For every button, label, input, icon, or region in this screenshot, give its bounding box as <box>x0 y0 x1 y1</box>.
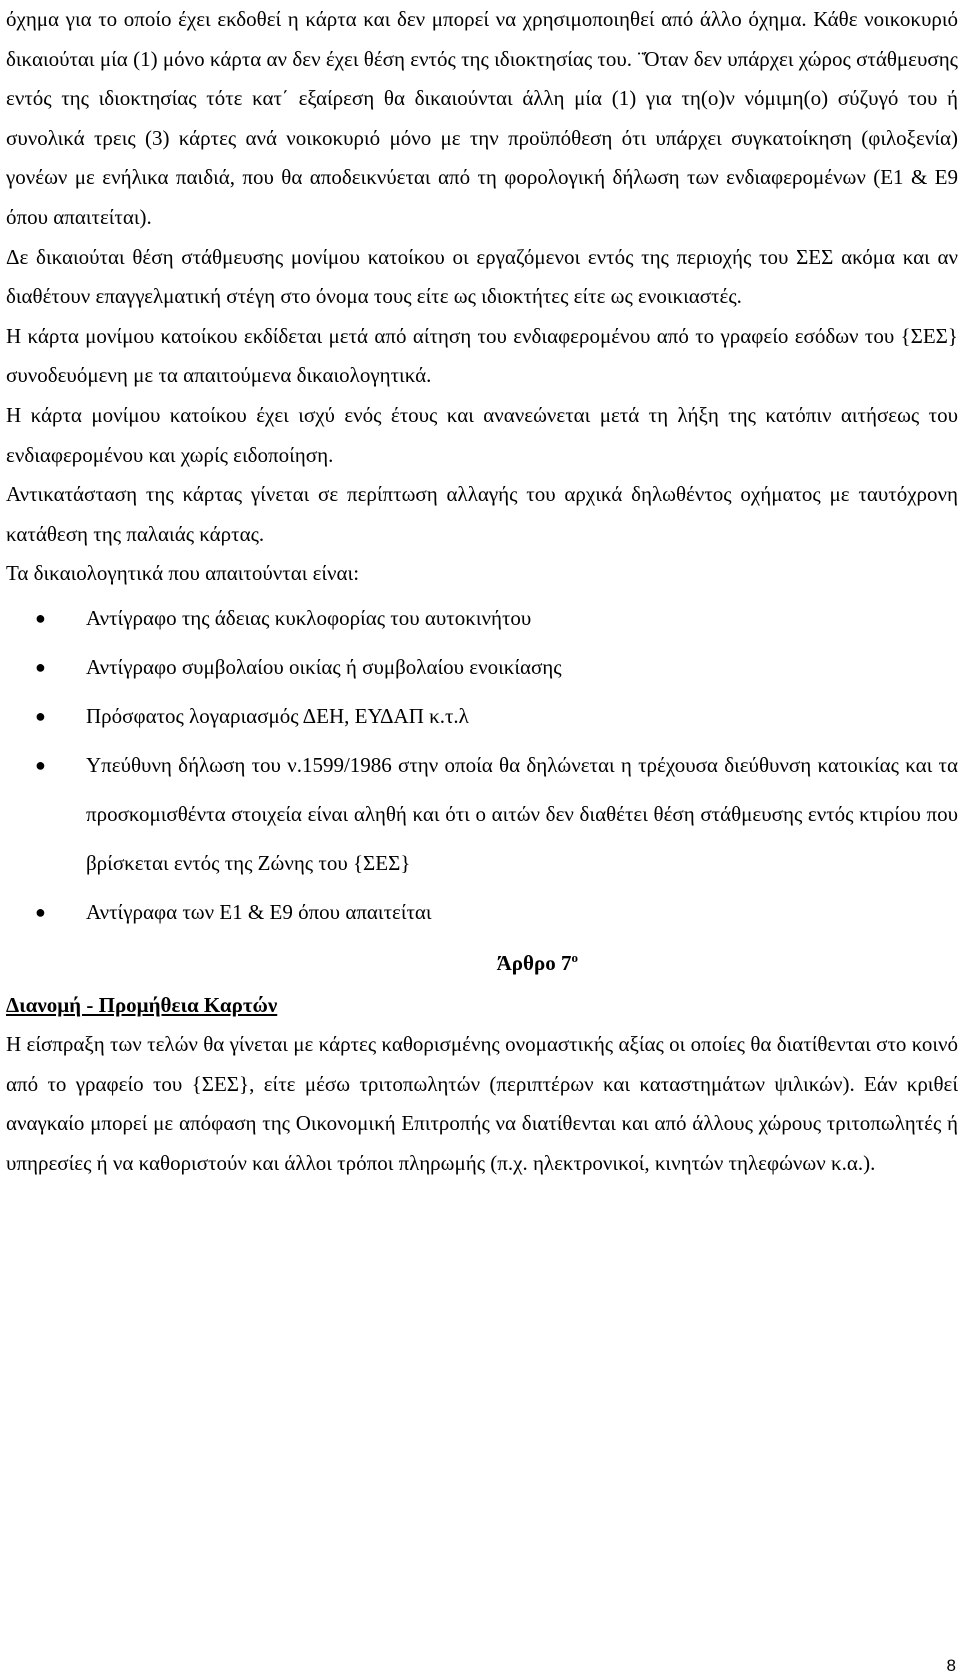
paragraph-card-distribution: Η είσπραξη των τελών θα γίνεται με κάρτες καθορισμένης ονομαστικής αξίας οι οποίες θα διατίθενται στο κοινό από το γραφείο του {ΣΕΣ}, είτε μέσω τριτοπωλητών (περιπτέρων και καταστημάτων ψιλικών). Εάν κριθεί αναγκαίο μπορεί με απόφαση της Οικονομική Επιτροπής να διατίθενται και από άλλους χώρους τριτοπωλητές ή υπηρεσίες ή να καθοριστούν και άλλοι τρόποι πληρωμής (π.χ. ηλεκτρονικοί, κινητών τηλεφώνων κ.α.). <box>6 1031 958 1175</box>
paragraph-replacement: Αντικατάσταση της κάρτας γίνεται σε περίπτωση αλλαγής του αρχικά δηλωθέντος οχήματος με ταυτόχρονη κατάθεση της παλαιάς κάρτας. <box>6 482 958 546</box>
list-item-text: Πρόσφατος λογαριασμός ΔΕΗ, ΕΥΔΑΠ κ.τ.λ <box>86 703 469 728</box>
list-item <box>6 643 958 692</box>
page-number: 8 <box>946 1656 956 1675</box>
requirements-list <box>6 594 958 937</box>
section-title: Διανομή - Προμήθεια Καρτών <box>6 992 278 1017</box>
list-item-text: Αντίγραφο της άδειας κυκλοφορίας του αυτοκινήτου <box>86 605 532 630</box>
paragraph-workers-excluded: Δε δικαιούται θέση στάθμευσης μονίμου κατοίκου οι εργαζόμενοι εντός της περιοχής του ΣΕΣ ακόμα και αν διαθέτουν επαγγελματική στέγη στο όνομα τους είτε ως ιδιοκτήτες είτε ως ενοικιαστές. <box>6 244 958 309</box>
article-heading <box>6 941 958 985</box>
article-superscript: ο <box>571 949 578 965</box>
list-item-text: Αντίγραφα των Ε1 & Ε9 όπου απαιτείται <box>86 899 432 924</box>
list-item-text: Υπεύθυνη δήλωση του ν.1599/1986 στην οποία θα δηλώνεται η τρέχουσα διεύθυνση κατοικίας και τα προσκομισθέντα στοιχεία είναι αληθή και ότι ο αιτών δεν διαθέτει θέση στάθμευσης εντός κτιρίου που βρίσκεται εντός της Ζώνης του {ΣΕΣ} <box>86 752 958 875</box>
bullet-icon: ● <box>35 607 46 628</box>
list-item <box>6 594 958 643</box>
bullet-icon: ● <box>35 705 46 726</box>
list-item <box>6 692 958 741</box>
paragraph-permit-eligibility: όχημα για το οποίο έχει εκδοθεί η κάρτα και δεν μπορεί να χρησιμοποιηθεί από άλλο όχημα. Κάθε νοικοκυριό δικαιούται μία (1) μόνο κάρτα αν δεν έχει θέση εντός της ιδιοκτησίας του. ¨Όταν δεν υπάρχει χώρος στάθμευσης εντός της ιδιοκτησίας τότε κατ΄ εξαίρεση θα δικαιούνται άλλη μία (1) για τη(ο)ν νόμιμη(ο) σύζυγό του ή συνολικά τρεις (3) κάρτες ανά νοικοκυριό μόνο με την προϋπόθεση ότι υπάρχει συγκατοίκηση (φιλοξενία) γονέων με ενήλικα παιδιά, που θα αποδεικνύεται από τη φορολογική δήλωση των ενδιαφερομένων (Ε1 & Ε9 όπου απαιτείται). <box>6 7 958 229</box>
paragraph-validity: Η κάρτα μονίμου κατοίκου έχει ισχύ ενός έτους και ανανεώνεται μετά τη λήξη της κατόπιν αιτήσεως του ενδιαφερομένου και χωρίς ειδοποίηση. <box>6 402 958 467</box>
document-page <box>6 0 958 1183</box>
bullet-icon: ● <box>35 656 46 677</box>
list-item-text: Αντίγραφο συμβολαίου οικίας ή συμβολαίου ενοικίασης <box>86 654 562 679</box>
article-label: Άρθρο 7 <box>496 950 572 975</box>
list-item <box>6 888 958 937</box>
paragraph-requirements-intro: Τα δικαιολογητικά που απαιτούνται είναι: <box>6 561 360 586</box>
bullet-icon: ● <box>35 754 46 775</box>
bullet-icon: ● <box>35 901 46 922</box>
list-item <box>6 741 958 888</box>
paragraph-issuance: Η κάρτα μονίμου κατοίκου εκδίδεται μετά από αίτηση του ενδιαφερομένου από το γραφείο εσόδων του {ΣΕΣ} συνοδευόμενη με τα απαιτούμενα δικαιολογητικά. <box>6 323 958 388</box>
